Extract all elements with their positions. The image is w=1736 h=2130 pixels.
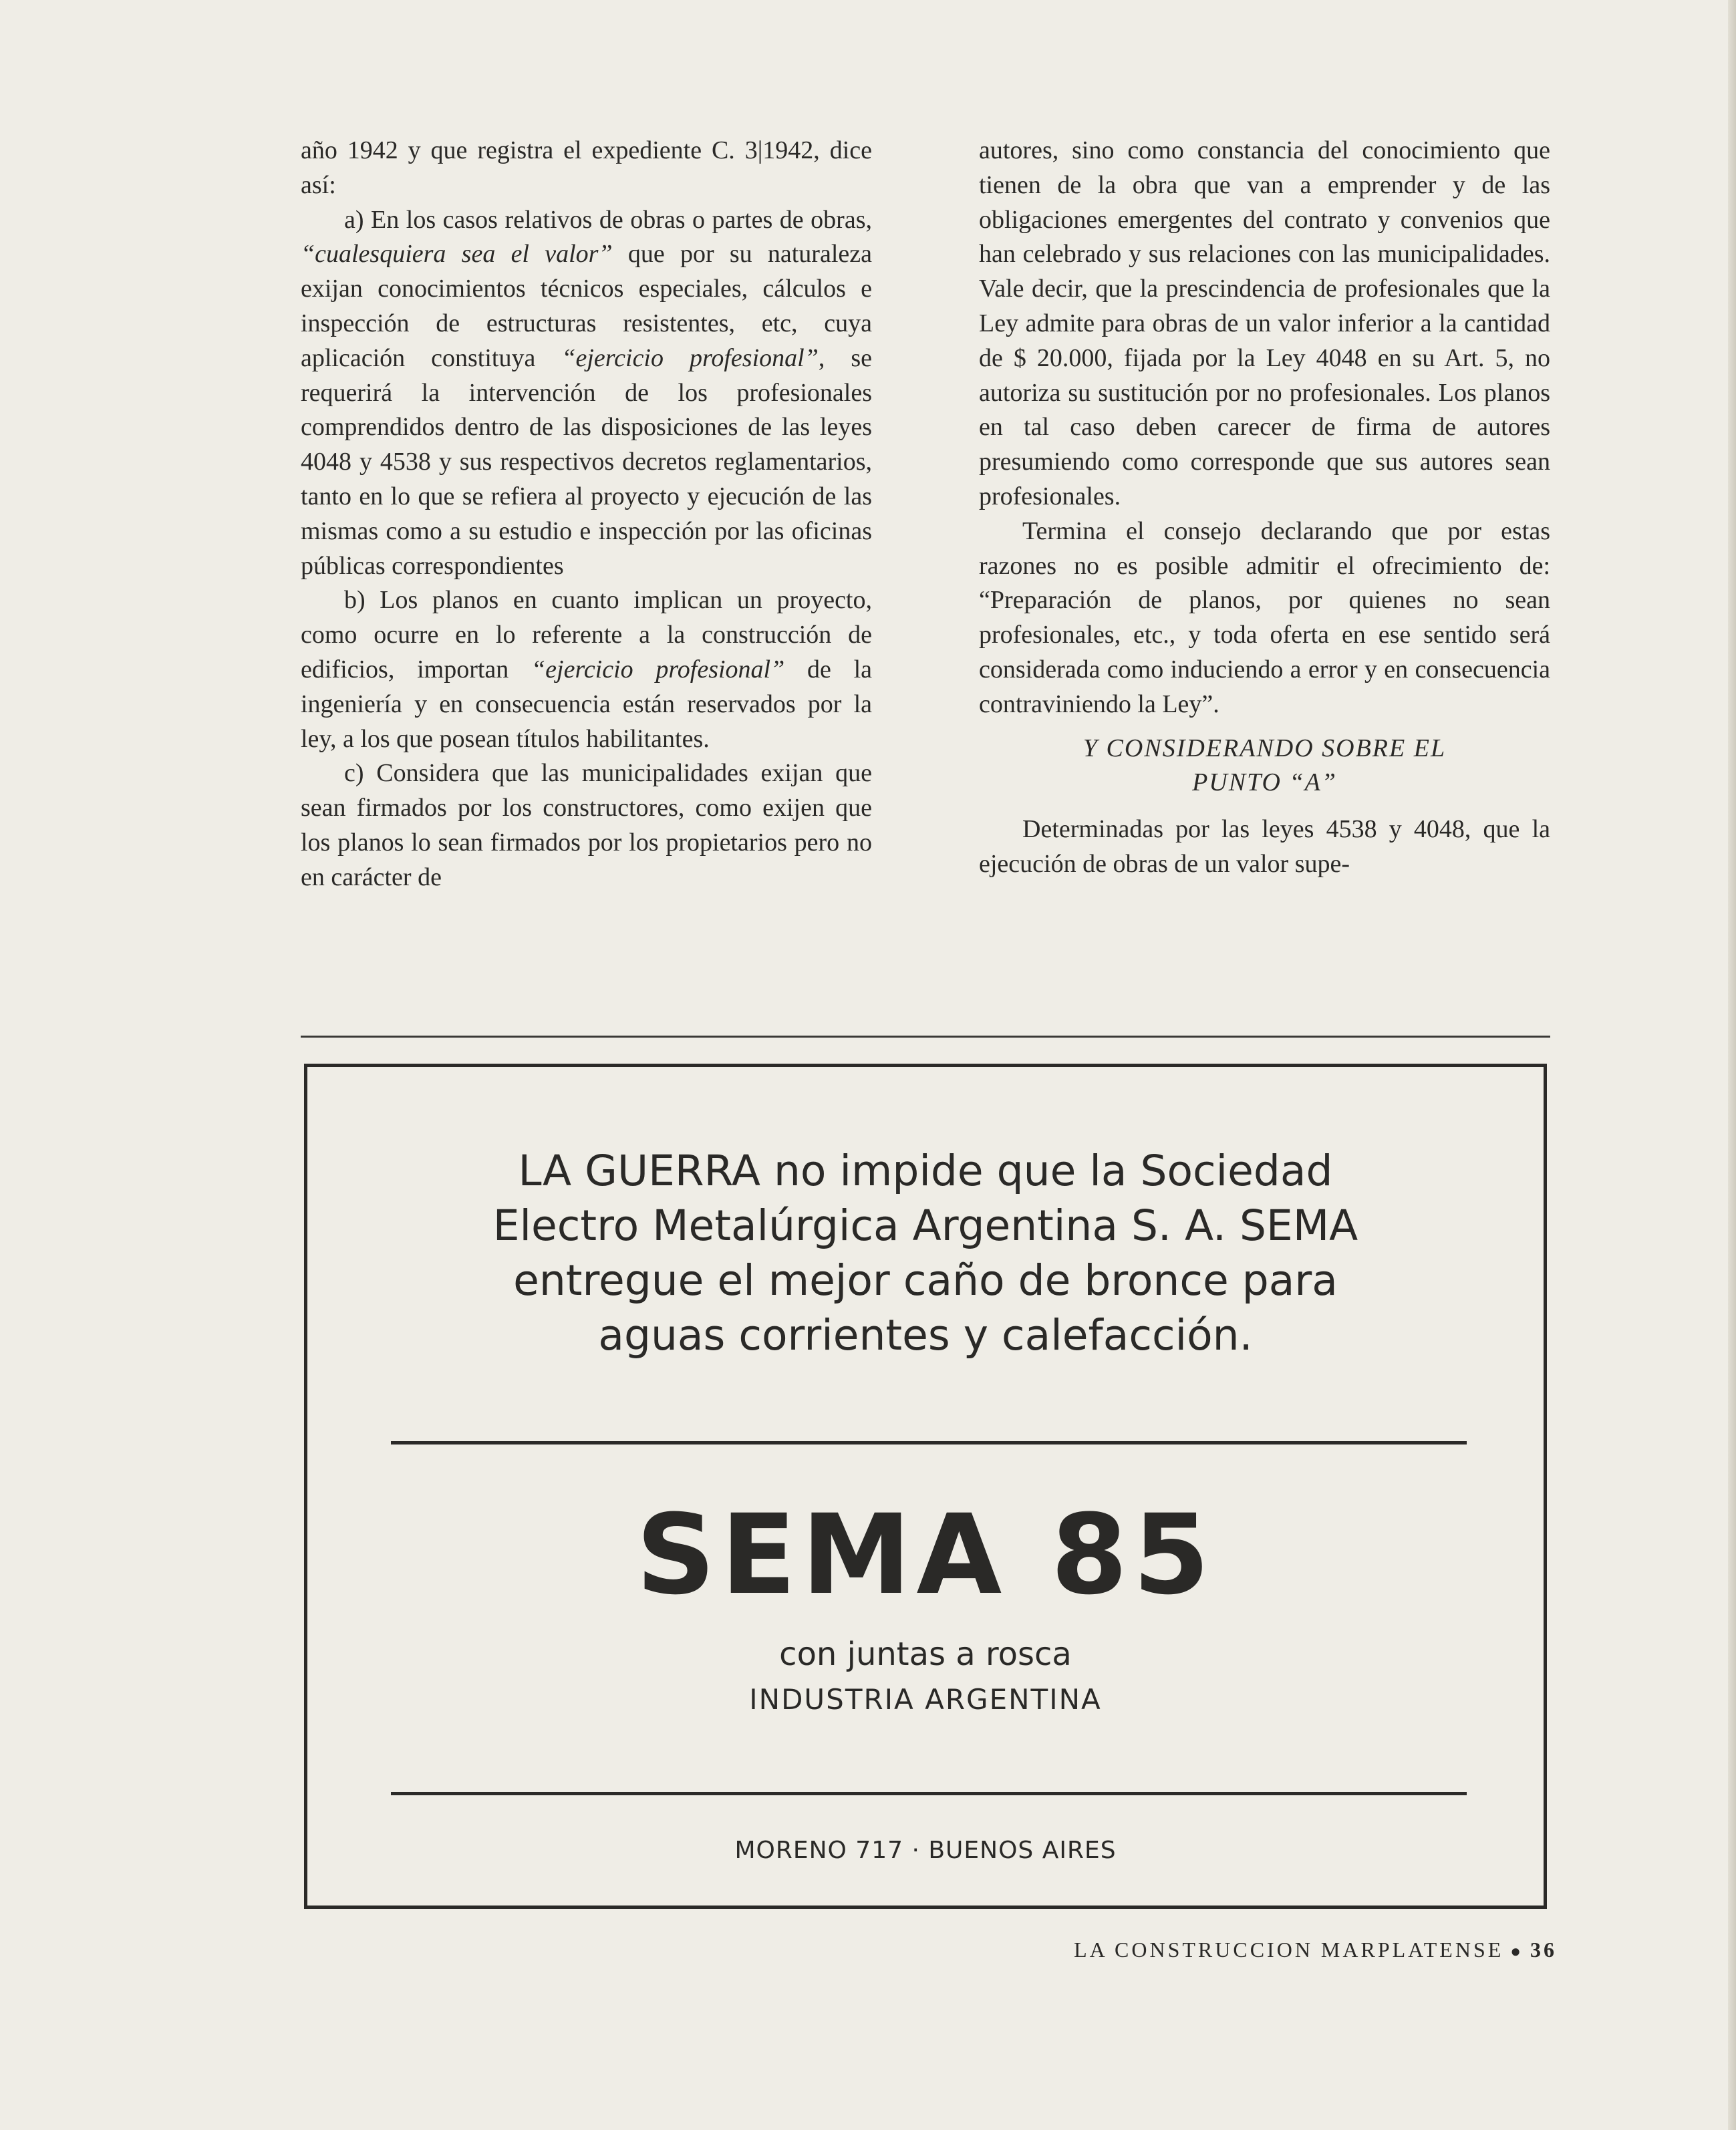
ad-headline-line-2: Electro Metalúrgica Argentina S. A. SEMA — [492, 1201, 1358, 1250]
paragraph-b-quote: “ejercicio profesional” — [531, 655, 785, 683]
determinadas-paragraph: Determinadas por las leyes 4538 y 4048, que la ejecución de obras de un valor supe- — [979, 815, 1550, 878]
section-heading-line-2: PUNTO “A” — [1192, 768, 1337, 797]
publication-name: LA CONSTRUCCION MARPLATENSE — [1074, 1938, 1504, 1962]
ad-headline — [307, 1144, 1544, 1363]
intro-paragraph: año 1942 y que registra el expediente C. 3|1942, dice así: — [301, 136, 872, 199]
paragraph-a-text-3: , se requerirá la intervención de los profesionales comprendidos dentro de las disposiciones de las leyes 4048 y 4538 y sus respectivos decretos reglamentarios, tanto en lo que se refiera al proyecto y ejecución de las mismas como a su estudio e inspección por las oficinas públicas correspondientes — [301, 343, 872, 580]
ad-subline: con juntas a rosca — [779, 1636, 1072, 1673]
paragraph-a-quote-1: “cualesquiera sea el valor” — [301, 240, 613, 269]
ad-divider-lower — [391, 1792, 1467, 1795]
page-footer — [1074, 1938, 1557, 1962]
ad-product-name: SEMA 85 — [635, 1491, 1215, 1619]
paragraph-a-text-1: a) En los casos relativos de obras o partes de obras, — [344, 205, 872, 234]
paragraph-b-text-1: b) Los planos en cuanto implican un proyecto, como ocurre en lo referente a la construcción de edificios, importan — [301, 586, 872, 683]
ad-divider-upper — [391, 1441, 1467, 1444]
right-text-column — [979, 134, 1550, 882]
section-heading — [979, 732, 1550, 801]
paragraph-b — [301, 583, 872, 756]
ad-industria: INDUSTRIA ARGENTINA — [749, 1683, 1102, 1716]
separator-rule — [301, 1036, 1550, 1038]
bullet-icon: ● — [1510, 1942, 1524, 1961]
ad-headline-line-1: LA GUERRA no impide que la Sociedad — [518, 1147, 1333, 1195]
page-edge-shadow — [1728, 0, 1736, 2130]
left-text-column — [301, 134, 872, 895]
paragraph-c: c) Considera que las municipalidades exijan que sean firmados por los constructores, como exijen que los planos lo sean firmados por los propietarios pero no en carácter de — [301, 759, 872, 891]
paragraph-a — [301, 203, 872, 584]
ad-headline-line-4: aguas corrientes y calefacción. — [598, 1311, 1253, 1360]
paragraph-a-text-2: que por su naturaleza exijan conocimientos técnicos especiales, cálculos e inspección de estructuras resistentes, etc, cuya aplicación constituya — [301, 240, 872, 372]
ad-subline-block — [307, 1632, 1544, 1722]
paragraph-b-text-2: de la ingeniería y en consecuencia están reservados por la ley, a los que posean títulos habilitantes. — [301, 655, 873, 753]
advertisement-box — [304, 1064, 1547, 1909]
section-heading-line-1: Y CONSIDERANDO SOBRE EL — [1082, 734, 1447, 762]
continuation-paragraph: autores, sino como constancia del conocimiento que tienen de la obra que van a emprender y de las obligaciones emergentes del contrato y convenios que han celebrado y sus relaciones con las municipalidades. Vale decir, que la prescindencia de profesionales que la Ley admite para obras de un valor inferior a la cantidad de $ 20.000, fijada por la Ley 4048 en su Art. 5, no autoriza su sustitución por no profesionales. Los planos en tal caso deben carecer de firma de autores presumiendo como corresponde que sus autores sean profesionales. — [979, 136, 1550, 510]
paragraph-a-quote-2: “ejercicio profesional” — [561, 343, 819, 372]
termina-paragraph: Termina el consejo declarando que por estas razones no es posible admitir el ofrecimiento de: “Preparación de planos, por quienes no sean profesionales, etc., y toda oferta en ese sentido será considerada como induciendo a error y en consecuencia contraviniendo la Ley”. — [979, 516, 1550, 718]
ad-headline-line-3: entregue el mejor caño de bronce para — [513, 1256, 1338, 1305]
ad-address: MORENO 717 · BUENOS AIRES — [734, 1837, 1117, 1864]
page-number: 36 — [1530, 1938, 1557, 1962]
